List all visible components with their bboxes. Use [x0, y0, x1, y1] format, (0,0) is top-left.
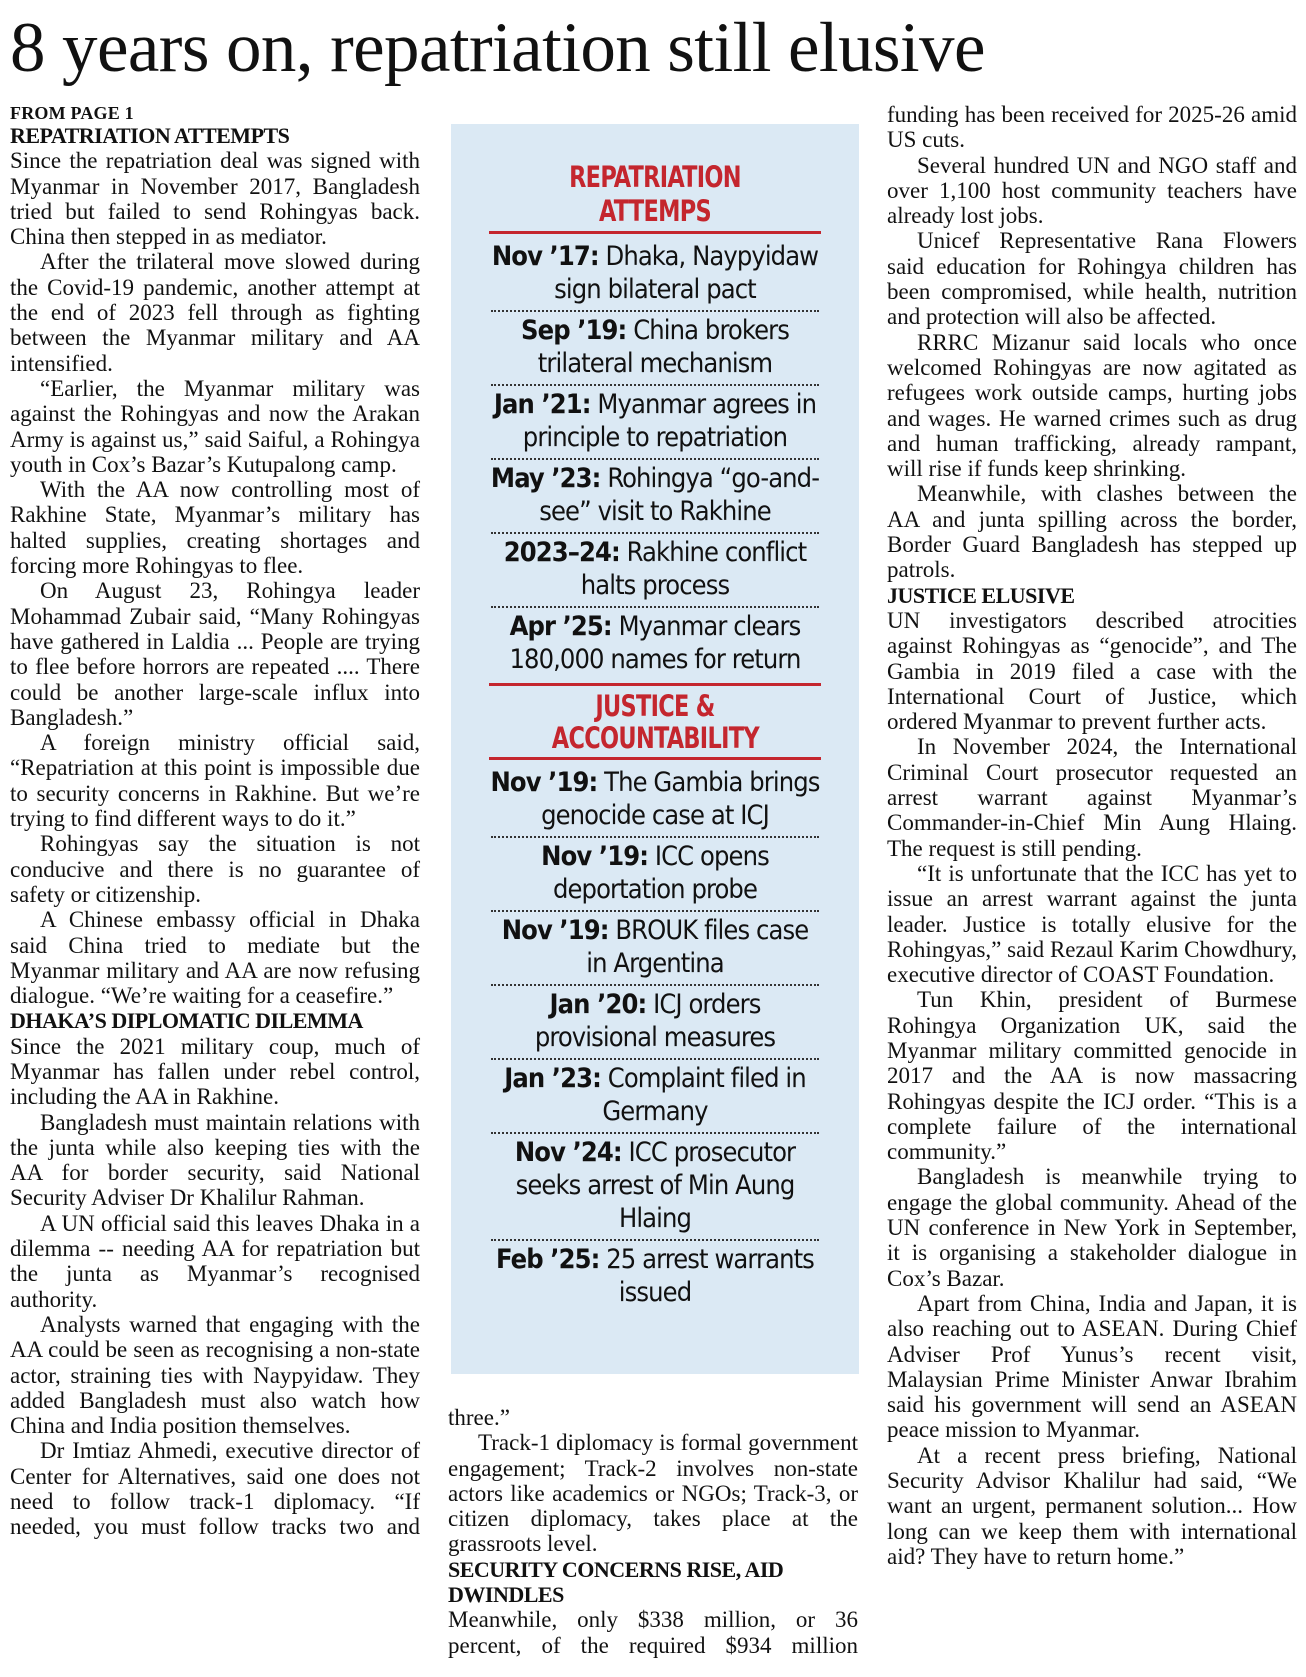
timeline-date: Nov ’19: [490, 767, 598, 798]
timeline-date: Jan ’20: [549, 989, 647, 1020]
red-rule [489, 231, 821, 234]
timeline-date: Sep ’19: [521, 315, 627, 346]
timeline-entry [489, 1060, 821, 1132]
paragraph: Apart from China, India and Japan, it is also reaching out to ASEAN. During Chief Adviser Prof Yunus’s recent visit, Malaysian Prime Minister Anwar Ibrahim said his government will send an ASEAN peace mission to Myanmar. [887, 1290, 1297, 1443]
timeline-text: ICC opens deportation probe [552, 841, 769, 905]
timeline-text: 25 arrest warrants issued [606, 1244, 814, 1308]
red-rule [489, 683, 821, 686]
timeline-text: Complaint filed in Germany [602, 1063, 806, 1127]
paragraph: A UN official said this leaves Dhaka in a dilemma -- needing AA for repatriation but the junta as Myanmar’s recognised authority. [10, 1210, 420, 1312]
timeline-text: Rakhine conflict halts process [580, 537, 807, 601]
paragraph: Since the 2021 military coup, much of Myanmar has fallen under rebel control, including the AA in Rakhine. [10, 1033, 420, 1110]
from-page-kicker: FROM PAGE 1 [10, 103, 134, 123]
headline: 8 years on, repatriation still elusive [10, 9, 985, 87]
paragraph: Rohingyas say the situation is not conducive and there is no guarantee of safety or citizenship. [10, 831, 420, 907]
timeline-entry [489, 386, 821, 458]
timeline-entry [489, 1134, 821, 1239]
column-right [887, 102, 1297, 1569]
paragraph: Analysts warned that engaging with the AA could be seen as recognising a non-state actor, straining ties with Naypyidaw. They added Bangladesh must also watch how China and India position themselves. [10, 1311, 420, 1439]
justice-timeline [489, 764, 821, 1313]
timeline-text: China brokers trilateral mechanism [537, 315, 789, 379]
paragraph: A Chinese embassy official in Dhaka said China tried to mediate but the Myanmar military and AA are now refusing dialogue. “We’re waiting for a ceasefire.” [10, 907, 420, 1009]
timeline-text: BROUK files case in Argentina [586, 915, 809, 979]
paragraph: After the trilateral move slowed during the Covid-19 pandemic, another attempt at the end of 2023 fell through as fighting between the Myanmar military and AA intensified. [10, 249, 420, 376]
timeline-text: The Gambia brings genocide case at ICJ [541, 767, 820, 831]
timeline-entry [489, 312, 821, 384]
timeline-text: Myanmar agrees in principle to repatriation [522, 389, 817, 453]
sidebar-heading-justice: JUSTICE & ACCOUNTABILITY [551, 689, 759, 755]
paragraph: At a recent press briefing, National Security Advisor Khalilur had said, “We want an urgent, permanent solution... How long can we keep them with international aid? They have to return home.” [887, 1442, 1297, 1569]
paragraph: Tun Khin, president of Burmese Rohingya Organization UK, said the Myanmar military committed genocide in 2017 and the AA is now massacring Rohingyas despite the ICJ order. “This is a complete failure of the international community.” [887, 987, 1297, 1165]
timeline-sidebar [451, 124, 859, 1374]
paragraph: Bangladesh is meanwhile trying to engage the global community. Ahead of the UN conference in New York in September, it is organising a stakeholder dialogue in Cox’s Bazar. [887, 1164, 1297, 1291]
paragraph: With the AA now controlling most of Rakhine State, Myanmar’s military has halted supplies, creating shortages and forcing more Rohingyas to flee. [10, 477, 420, 579]
timeline-entry [489, 1241, 821, 1313]
timeline-date: Apr ’25: [509, 611, 612, 642]
paragraph: In November 2024, the International Criminal Court prosecutor requested an arrest warrant against Myanmar’s Commander-in-Chief Min Aung Hlaing. The request is still pending. [887, 734, 1297, 861]
paragraph: On August 23, Rohingya leader Mohammad Zubair said, “Many Rohingyas have gathered in Laldia ... People are trying to flee before horrors are repeated .... There could be another large-scale influx into Bangladesh.” [10, 578, 420, 730]
timeline-entry [489, 986, 821, 1058]
paragraph: Meanwhile, with clashes between the AA and junta spilling across the border, Border Guard Bangladesh has stepped up patrols. [887, 481, 1297, 583]
timeline-date: May ’23: [490, 463, 601, 494]
paragraph: Several hundred UN and NGO staff and over 1,100 host community teachers have already lost jobs. [887, 152, 1297, 229]
timeline-text: Rohingya “go-and-see” visit to Rakhine [539, 463, 820, 527]
subhead-security-concerns: SECURITY CONCERNS RISE, AID DWINDLES [448, 1556, 784, 1608]
timeline-date: Jan ’21: [493, 389, 591, 420]
repatriation-timeline [489, 238, 821, 680]
paragraph: A foreign ministry official said, “Repatriation at this point is impossible due to security concerns in Rakhine. But we’re trying to find different ways to do it.” [10, 730, 420, 832]
timeline-text: ICJ orders provisional measures [534, 989, 776, 1053]
timeline-date: Feb ’25: [496, 1244, 600, 1275]
timeline-entry [489, 764, 821, 836]
timeline-entry [489, 534, 821, 606]
paragraph: Track-1 diplomacy is formal government engagement; Track-2 involves non-state actors like academics or NGOs; Track-3, or citizen diplomacy, takes place at the grassroots level. [448, 1430, 858, 1557]
timeline-entry [489, 460, 821, 532]
column-left [10, 104, 420, 1540]
paragraph: UN investigators described atrocities against Rohingyas as “genocide”, and The Gambia in 2019 filed a case with the International Court of Justice, which ordered Myanmar to prevent further acts. [887, 607, 1297, 735]
red-rule [489, 757, 821, 760]
paragraph: RRRC Mizanur said locals who once welcomed Rohingyas are now agitated as refugees work outside camps, hurting jobs and wages. He warned crimes such as drug and human trafficking, already rampant, will rise if funds keep shrinking. [887, 329, 1297, 482]
timeline-date: Nov ’19: [541, 841, 649, 872]
paragraph: Meanwhile, only $338 million, or 36 percent, of the required $934 million [448, 1607, 858, 1658]
timeline-entry [489, 238, 821, 310]
timeline-entry [489, 608, 821, 680]
column-middle [448, 1405, 858, 1658]
paragraph: funding has been received for 2025-26 amid US cuts. [887, 102, 1297, 153]
timeline-text: Myanmar clears 180,000 names for return [509, 611, 801, 675]
timeline-date: Jan ’23: [504, 1063, 601, 1094]
paragraph: “Earlier, the Myanmar military was against the Rohingyas and now the Arakan Army is against us,” said Saiful, a Rohingya youth in Cox’s Bazar’s Kutupalong camp. [10, 375, 420, 477]
timeline-entry [489, 838, 821, 910]
timeline-date: 2023–24: [503, 537, 620, 568]
paragraph: three.” [448, 1405, 510, 1430]
subhead-repatriation-attempts: REPATRIATION ATTEMPTS [10, 123, 290, 148]
paragraph: Unicef Representative Rana Flowers said education for Rohingya children has been compromised, while health, nutrition and protection will also be affected. [887, 228, 1297, 330]
paragraph: Since the repatriation deal was signed with Myanmar in November 2017, Bangladesh tried but failed to send Rohingyas back. China then stepped in as mediator. [10, 148, 420, 250]
timeline-date: Nov ’19: [501, 915, 609, 946]
timeline-date: Nov ’24: [514, 1137, 622, 1168]
timeline-text: ICC prosecutor seeks arrest of Min Aung Hlaing [515, 1137, 796, 1234]
subhead-justice-elusive: JUSTICE ELUSIVE [887, 582, 1075, 608]
sidebar-heading-repatriation: REPATRIATION ATTEMPS [569, 160, 741, 228]
timeline-date: Nov ’17: [491, 241, 599, 272]
paragraph: “It is unfortunate that the ICC has yet to issue an arrest warrant against the junta leader. Justice is totally elusive for the Rohingyas,” said Rezaul Karim Chowdhury, executive director of COAST Foundation. [887, 860, 1297, 988]
timeline-text: Dhaka, Naypyidaw sign bilateral pact [554, 241, 819, 305]
subhead-diplomatic-dilemma: DHAKA’S DIPLOMATIC DILEMMA [10, 1008, 363, 1034]
timeline-entry [489, 912, 821, 984]
paragraph: Bangladesh must maintain relations with the junta while also keeping ties with the AA for border security, said National Security Adviser Dr Khalilur Rahman. [10, 1109, 420, 1211]
paragraph: Dr Imtiaz Ahmedi, executive director of Center for Alternatives, said one does not need to follow track-1 diplomacy. “If needed, you must follow tracks two and [10, 1438, 420, 1540]
